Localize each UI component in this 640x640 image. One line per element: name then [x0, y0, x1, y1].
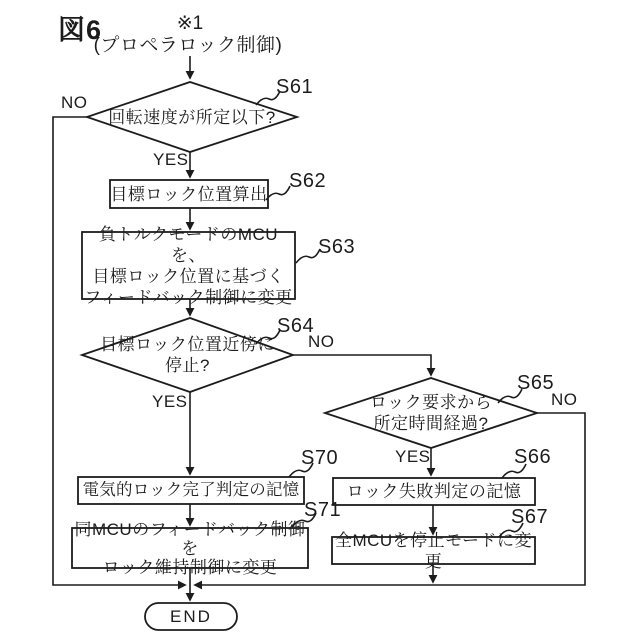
s67-process-text: 全MCUを停止モードに変更: [334, 530, 533, 571]
s65-step-label: S65: [517, 372, 555, 394]
s66-process-text: ロック失敗判定の記憶: [346, 482, 522, 501]
s70-process-text: 電気的ロック完了判定の記憶: [82, 481, 300, 499]
s65-line-2: 所定時間経過?: [373, 414, 489, 433]
s63-line-2: 目標ロック位置に基づく: [92, 266, 285, 286]
figure-title: 図6: [58, 15, 103, 45]
s61-yes-label: YES: [153, 150, 189, 169]
label-leaders: [256, 91, 526, 537]
s61-decision-text: 回転速度が所定以下?: [108, 107, 276, 127]
s64-yes-label: YES: [152, 392, 188, 411]
s64-step-label: S64: [277, 315, 315, 337]
s65-no-label: NO: [551, 390, 578, 409]
s70-step-label: S70: [301, 447, 339, 469]
s64-line-1: 目標ロック位置近傍に: [100, 335, 275, 354]
s65-line-1: ロック要求から: [369, 393, 493, 412]
s63-line-1: 負トルクモードのMCUを、: [98, 224, 279, 265]
s67-step-label: S67: [511, 506, 549, 528]
s64-line-2: 停止?: [165, 356, 210, 375]
s64-no-label: NO: [308, 332, 335, 351]
s62-leader: [266, 186, 290, 200]
s71-process-text: [72, 519, 308, 577]
s71-line-1: 同MCUのフィードバック制御を: [74, 519, 306, 558]
s65-yes-label: YES: [395, 447, 431, 466]
s61-no-label: NO: [61, 93, 88, 112]
s66-step-label: S66: [514, 446, 552, 468]
s63-leader: [296, 249, 320, 263]
s61-step-label: S61: [276, 76, 314, 98]
reference-note: ※1: [176, 13, 204, 34]
s62-step-label: S62: [289, 170, 327, 192]
s65-decision-text: [325, 378, 537, 448]
s62-process-text: 目標ロック位置算出: [110, 184, 268, 204]
arrow-s64-no-to-s65: [293, 355, 431, 375]
figure-subtitle: (プロペラロック制御): [93, 35, 283, 56]
s64-decision-text: [82, 318, 293, 392]
s63-process-text: [82, 224, 295, 307]
s71-step-label: S71: [304, 499, 342, 521]
s71-line-2: ロック維持制御に変更: [102, 557, 278, 577]
s63-step-label: S63: [318, 236, 356, 258]
end-text: END: [170, 607, 212, 626]
s63-line-3: フィードバック制御に変更: [84, 287, 293, 307]
